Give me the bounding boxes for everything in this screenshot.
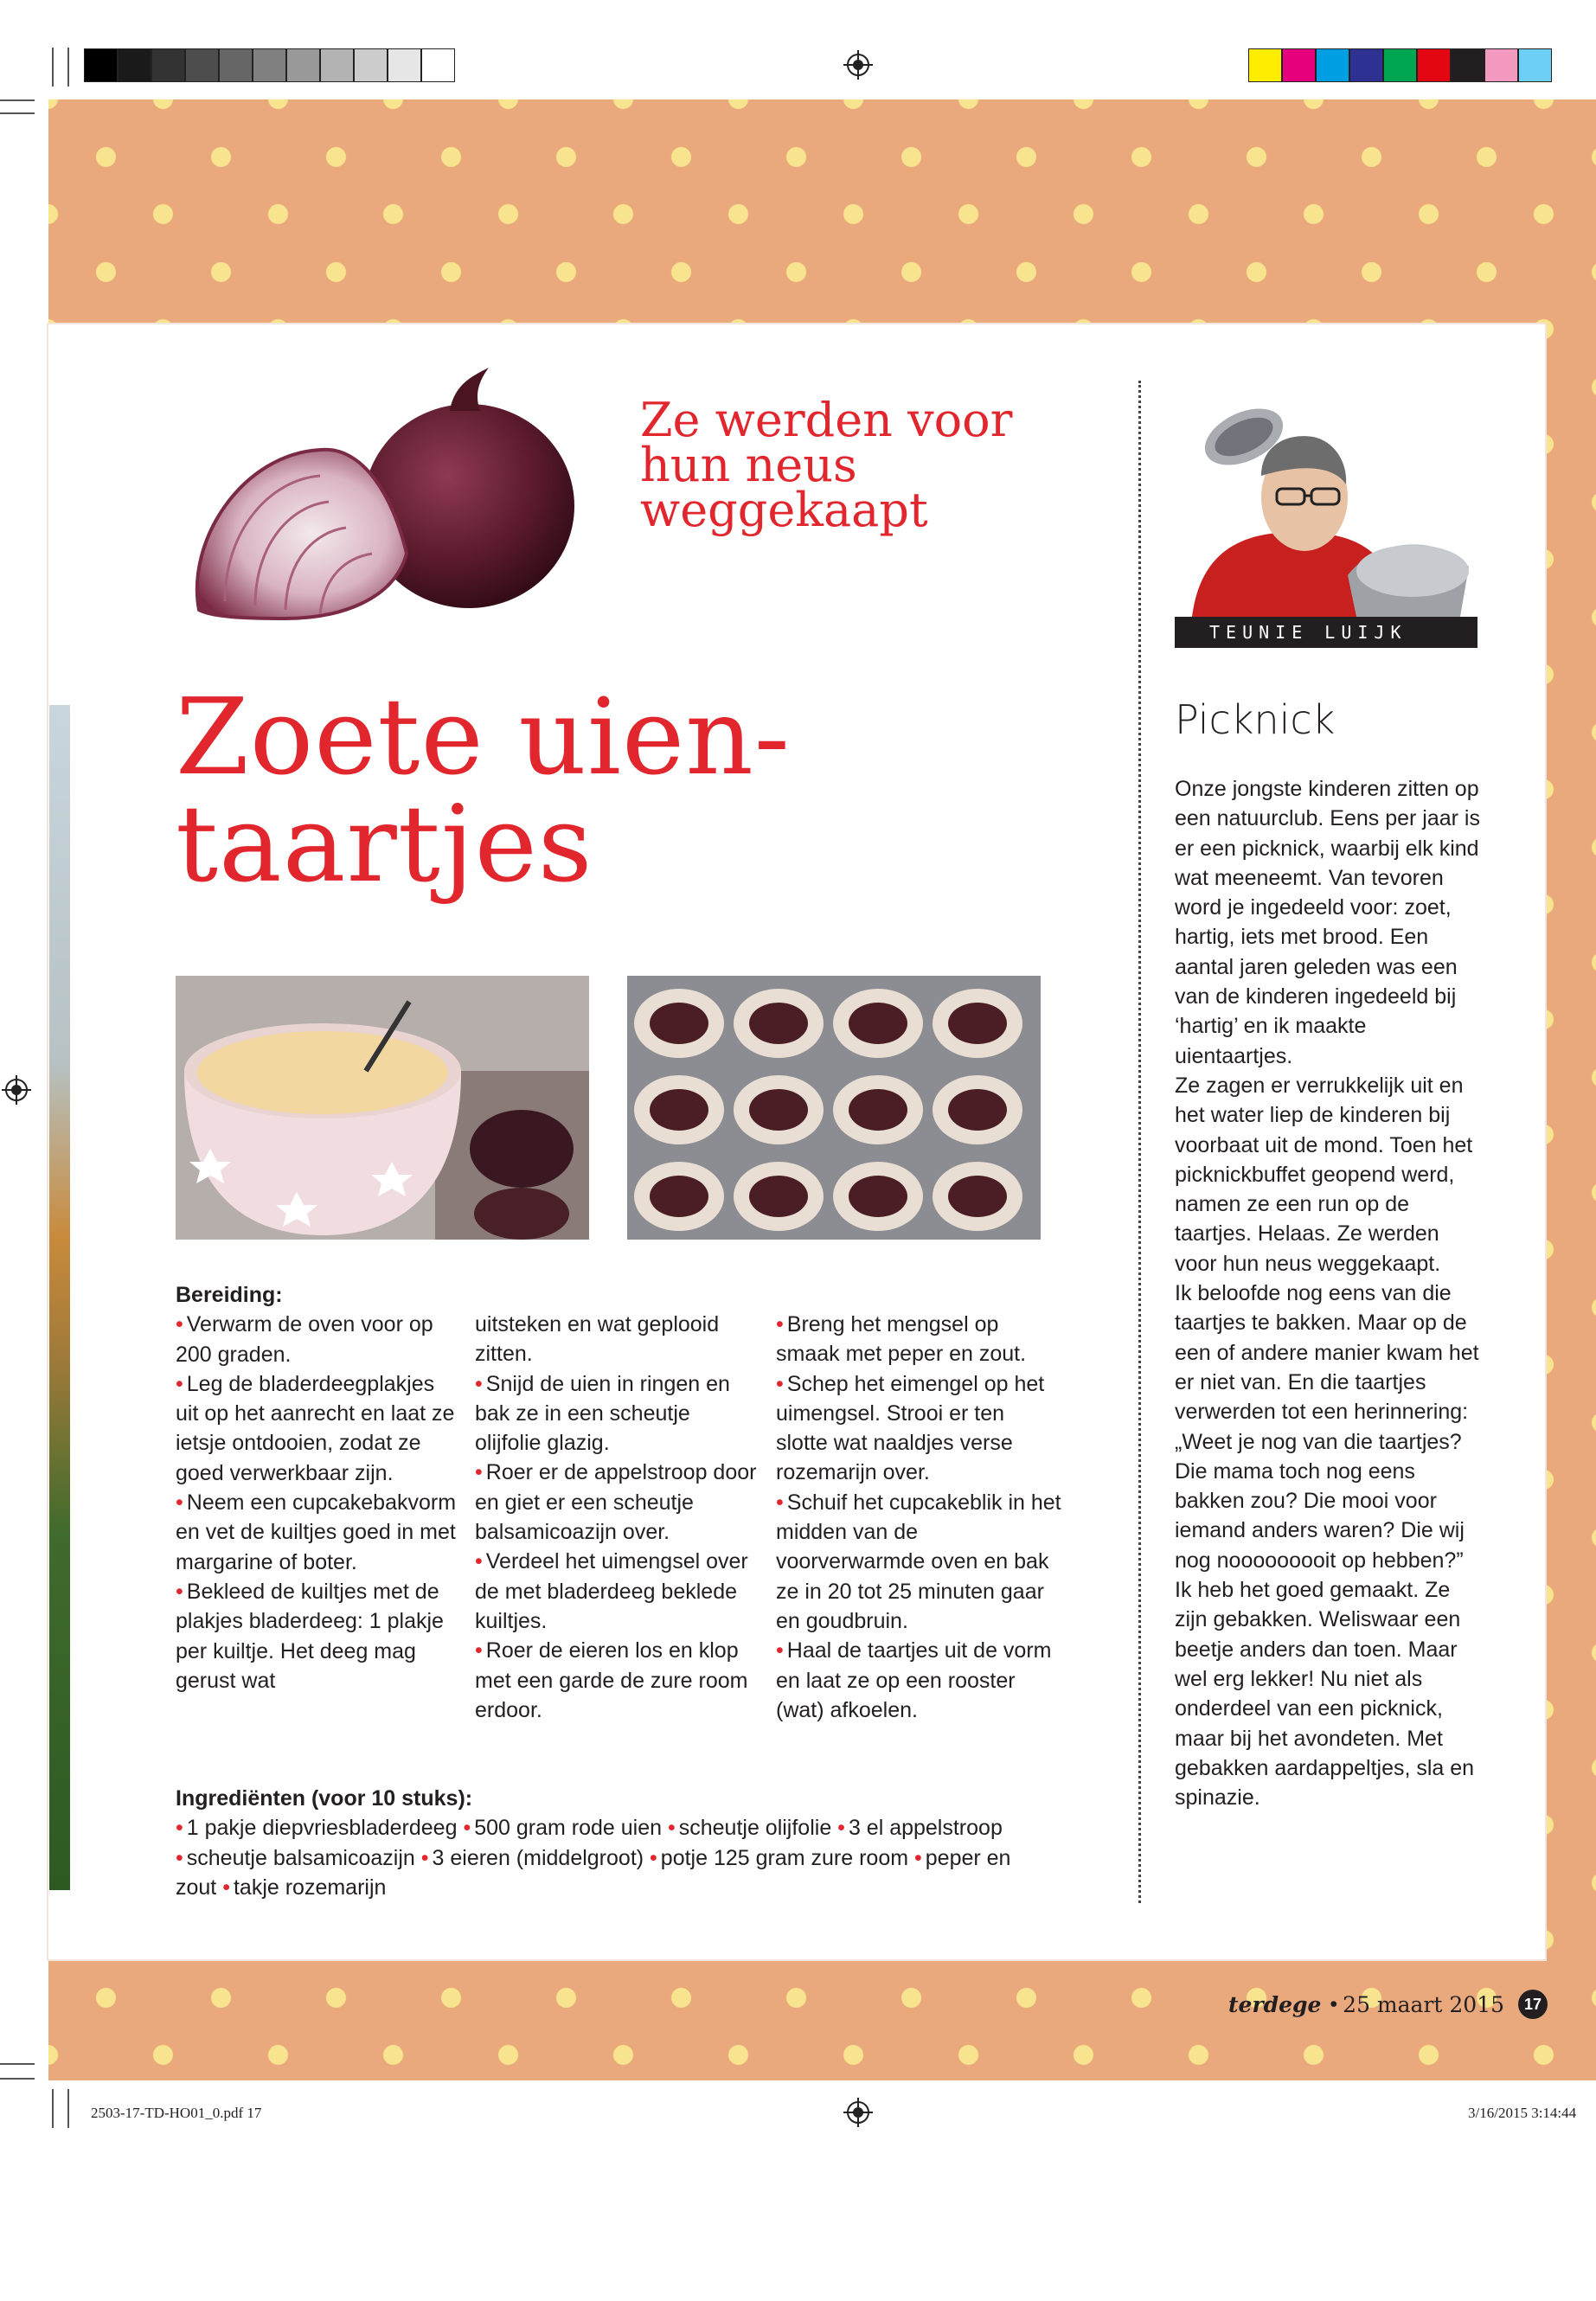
page-footer <box>1228 1990 1548 2019</box>
article-title <box>176 676 920 906</box>
tartlet-onion-filling <box>650 1003 708 1044</box>
tartlet-onion-filling <box>749 1089 808 1131</box>
column-heading: Picknick <box>1175 696 1336 743</box>
tartlet-onion-filling <box>749 1003 808 1044</box>
column-divider <box>1138 381 1141 1903</box>
title-line-1: Zoete uien- <box>176 676 792 798</box>
tartlet-onion-filling <box>650 1176 708 1217</box>
bullet-icon: • <box>776 1490 784 1515</box>
tartlet-onion-filling <box>948 1176 1007 1217</box>
red-onion-image <box>190 359 614 623</box>
bullet-icon: • <box>420 1845 429 1870</box>
color-swatch <box>1282 48 1316 82</box>
tartlets-tray-photo <box>627 976 1041 1240</box>
method-column-3 <box>776 1310 1061 1725</box>
tartlet-onion-filling <box>749 1176 808 1217</box>
bullet-icon: • <box>176 1490 183 1516</box>
method-heading: Bereiding: <box>176 1283 283 1307</box>
crop-mark <box>0 99 35 101</box>
registration-mark-top <box>843 50 873 80</box>
process-color-bar <box>1248 48 1552 82</box>
author-portrait <box>1175 402 1477 617</box>
method-step <box>475 1636 760 1725</box>
crop-mark <box>52 48 54 87</box>
crop-mark <box>67 48 69 87</box>
ingredient-item: potje 125 gram zure room <box>660 1845 914 1870</box>
bullet-icon: • <box>650 1845 657 1870</box>
method-step-text: Verwarm de oven voor op 200 graden. <box>176 1312 433 1367</box>
method-step-text: Snijd de uien in ringen en bak ze in een scheutje olijfolie glazig. <box>475 1371 730 1456</box>
ingredients-heading: Ingrediënten (voor 10 stuks): <box>176 1786 473 1811</box>
bullet-icon: • <box>176 1371 183 1396</box>
color-swatch <box>354 48 388 82</box>
method-continuation: uitsteken en wat geplooid zitten. <box>475 1312 720 1367</box>
bullet-icon: • <box>776 1638 784 1663</box>
crop-mark <box>0 2078 35 2080</box>
bullet-icon: • <box>176 1816 183 1841</box>
registration-mark-left <box>2 1075 31 1105</box>
method-column-2 <box>475 1310 760 1725</box>
bullet-icon: • <box>475 1371 483 1396</box>
method-step-text: Schuif het cupcakeblik in het midden van de voorverwarmde oven en bak ze in 20 tot 25 minuten gaar en goudbruin. <box>776 1490 1061 1633</box>
color-swatch <box>421 48 455 82</box>
crop-mark <box>0 2063 35 2065</box>
bullet-icon: • <box>222 1875 230 1900</box>
method-step <box>475 1547 760 1636</box>
method-step-text: Bekleed de kuiltjes met de plakjes bladerdeeg: 1 plakje per kuiltje. Het deeg mag gerust wat <box>176 1579 444 1693</box>
tartlet-onion-filling <box>948 1003 1007 1044</box>
method-step-text: Neem een cupcakebakvorm en vet de kuiltjes goed in met margarine of boter. <box>176 1490 457 1574</box>
bleed-photo-strip <box>49 705 70 1890</box>
method-column-1 <box>176 1280 461 1695</box>
bullet-icon: • <box>776 1312 784 1336</box>
color-swatch <box>1518 48 1552 82</box>
bullet-icon: • <box>475 1460 483 1485</box>
method-step <box>176 1577 461 1695</box>
ingredients-list <box>176 1813 1049 1902</box>
method-step <box>475 1458 760 1547</box>
method-step <box>776 1636 1061 1725</box>
method-step <box>776 1310 1061 1369</box>
tartlet-onion-filling <box>650 1089 708 1131</box>
color-swatch <box>253 48 286 82</box>
batter-bowl-photo <box>176 976 589 1240</box>
ingredient-item: 3 eieren (middelgroot) <box>432 1845 651 1870</box>
method-step-text: Breng het mengsel op smaak met peper en zout. <box>776 1312 1027 1367</box>
bullet-icon: • <box>176 1579 183 1604</box>
title-line-2: taartjes <box>176 783 593 906</box>
method-step-text: Haal de taartjes uit de vorm en laat ze op een rooster (wat) afkoelen. <box>776 1638 1052 1722</box>
author-name-bar <box>1175 617 1477 648</box>
color-swatch <box>185 48 219 82</box>
method-step <box>176 1310 461 1369</box>
bullet-icon: • <box>463 1816 471 1841</box>
ingredients-block <box>176 1784 1049 1902</box>
author-name: TEUNIE LUIJK <box>1209 622 1407 643</box>
crop-mark <box>0 112 35 114</box>
crop-mark <box>52 2089 54 2128</box>
tartlet-onion-filling <box>849 1089 907 1131</box>
color-swatch <box>1383 48 1417 82</box>
column-paragraph: Ik beloofde nog eens van die taartjes te bakken. Maar op de een of andere manier kwam het er niet van. En die taartjes verwerden tot een herinnering: „Weet je nog van die taartjes? Die mama toch nog eens bakken zou? Die mooi voor iemand anders waren? Die wij nog nooooooooit op hebben?” <box>1175 1281 1479 1573</box>
tartlet-onion-filling <box>849 1003 907 1044</box>
method-step-text: Leg de bladerdeegplakjes uit op het aanrecht en laat ze ietsje ontdooien, zodat ze goed verwerkbaar zijn. <box>176 1371 455 1485</box>
ingredient-item: peper en zout <box>176 1845 1011 1900</box>
bullet-icon: • <box>837 1816 845 1841</box>
crop-mark <box>67 2089 69 2128</box>
color-swatch <box>1316 48 1349 82</box>
bullet-icon: • <box>914 1845 922 1870</box>
tartlet-onion-filling <box>948 1089 1007 1131</box>
method-step-text: Schep het eimengel op het uimengsel. Strooi er ten slotte wat naaldjes verse rozemarijn over. <box>776 1371 1045 1485</box>
color-swatch <box>1484 48 1518 82</box>
color-swatch <box>1248 48 1282 82</box>
bullet-icon: • <box>475 1549 483 1574</box>
registration-mark-bottom <box>843 2098 873 2127</box>
ingredient-item: 3 el appelstroop <box>848 1816 1003 1841</box>
method-step-text: Verdeel het uimengsel over de met bladerdeeg beklede kuiltjes. <box>475 1549 748 1633</box>
bullet-icon: • <box>176 1312 183 1337</box>
color-swatch <box>151 48 185 82</box>
method-step <box>475 1369 760 1458</box>
magazine-name: terdege <box>1228 1991 1322 2017</box>
color-swatch <box>84 48 118 82</box>
color-swatch <box>320 48 354 82</box>
ingredient-item: 500 gram rode uien <box>474 1816 668 1841</box>
bullet-icon: • <box>176 1845 183 1870</box>
method-step-text: Roer de eieren los en klop met een garde de zure room erdoor. <box>475 1638 748 1722</box>
gray-color-bar <box>84 48 455 82</box>
column-paragraph: Ze zagen er verrukkelijk uit en het water liep de kinderen bij voorbaat uit de mond. Toen het picknickbuffet geopend werd, namen ze een run op de taartjes. Helaas. Ze werden voor hun neus weggekaapt. <box>1175 1073 1473 1276</box>
color-swatch <box>286 48 320 82</box>
color-swatch <box>1349 48 1383 82</box>
bullet-icon: • <box>776 1371 784 1396</box>
color-swatch <box>1417 48 1451 82</box>
bullet-icon: • <box>475 1638 483 1663</box>
method-step <box>176 1488 461 1577</box>
method-step <box>776 1488 1061 1636</box>
color-swatch <box>1451 48 1484 82</box>
print-slug-right: 3/16/2015 3:14:44 <box>1468 2105 1577 2121</box>
column-paragraph: Onze jongste kinderen zitten op een natuurclub. Eens per jaar is er een picknick, waarbij elk kind wat meeneemt. Van tevoren word je ingedeeld voor: zoet, hartig, iets met brood. Een aantal jaren geleden was een van de kinderen ingedeeld bij ‘hartig’ en ik maakte uientaartjes. <box>1175 777 1480 1068</box>
tartlet-onion-filling <box>849 1176 907 1217</box>
color-swatch <box>388 48 421 82</box>
article-kicker: Ze werden voor hun neus weggekaapt <box>640 393 1013 537</box>
color-swatch <box>118 48 151 82</box>
column-body <box>1175 774 1486 1812</box>
page-number: 17 <box>1518 1990 1548 2019</box>
issue-date: 25 maart 2015 <box>1343 1991 1505 2017</box>
bullet-icon: • <box>667 1816 676 1841</box>
method-step-text: Roer er de appelstroop door en giet er een scheutje balsamicoazijn over. <box>475 1460 757 1545</box>
method-step <box>176 1369 461 1488</box>
color-swatch <box>219 48 253 82</box>
method-step <box>776 1369 1061 1488</box>
ingredient-item: 1 pakje diepvriesbladerdeeg <box>186 1816 464 1841</box>
footer-separator: • <box>1330 1991 1338 2016</box>
print-slug-left: 2503-17-TD-HO01_0.pdf 17 <box>91 2105 262 2121</box>
column-paragraph: Ik heb het goed gemaakt. Ze zijn gebakken. Weliswaar een beetje anders dan toen. Maar wel erg lekker! Nu niet als onderdeel van een picknick, maar bij het avondeten. Met gebakken aardappeltjes, sla en spinazie. <box>1175 1578 1475 1811</box>
ingredient-item: scheutje olijfolie <box>678 1816 838 1841</box>
ingredient-item: scheutje balsamicoazijn <box>186 1845 421 1870</box>
ingredient-item: takje rozemarijn <box>233 1875 387 1900</box>
